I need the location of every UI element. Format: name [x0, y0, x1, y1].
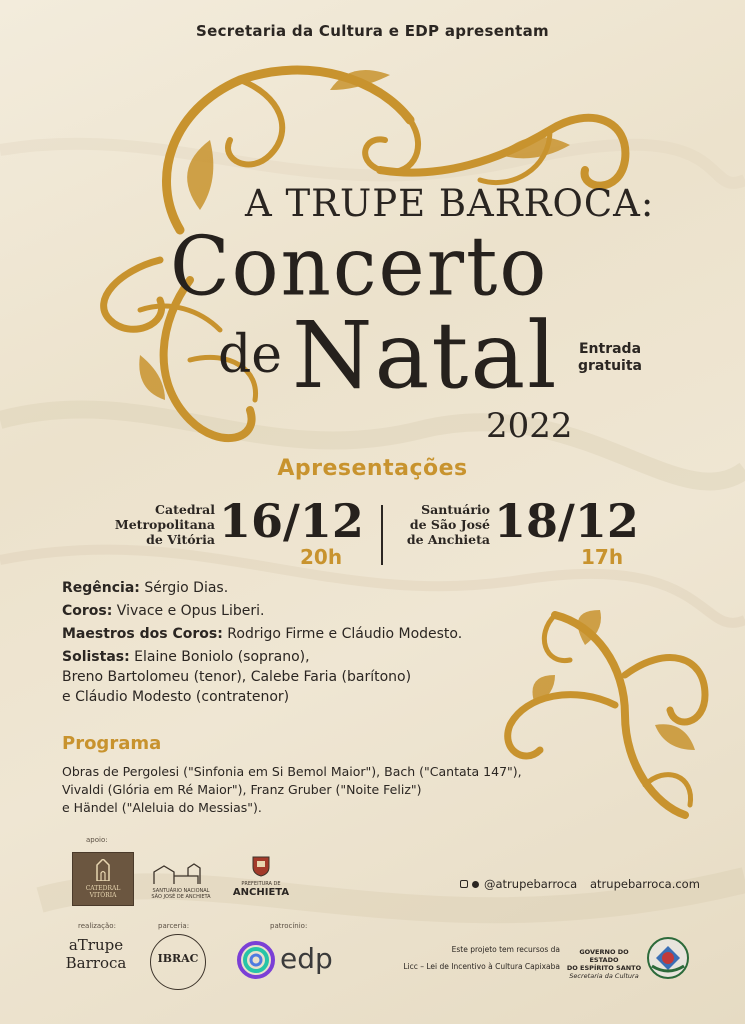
- instagram-icon: [460, 880, 468, 888]
- cathedral-icon: [95, 859, 111, 881]
- ibrac-logo-text: IBRAC: [157, 952, 199, 965]
- ibrac-logo: [150, 934, 206, 990]
- event-2-venue-line: Santuário: [421, 502, 490, 517]
- apoio-label: apoio:: [86, 836, 108, 844]
- event-1-venue-line: Metropolitana: [114, 517, 215, 532]
- church-icon: [150, 862, 212, 884]
- presenter-line: Secretaria da Cultura e EDP apresentam: [196, 22, 549, 40]
- anchieta-logo: [232, 855, 290, 901]
- credit-coros: [62, 601, 264, 621]
- credit-maestros: [62, 624, 462, 644]
- programa-heading: Programa: [62, 733, 162, 754]
- governo-line1: GOVERNO DO ESTADO: [579, 948, 629, 964]
- edp-swirl-icon: [236, 940, 276, 980]
- licc-line1: Este projeto tem recursos da: [451, 945, 560, 954]
- title-trupe-barroca: A TRUPE BARROCA:: [245, 182, 655, 225]
- credit-text: Sérgio Dias.: [139, 580, 229, 596]
- edp-logo-text: edp: [280, 942, 333, 975]
- facebook-icon: [472, 881, 479, 888]
- santuario-logo: [150, 862, 212, 906]
- event-1-venue-line: Catedral: [155, 502, 215, 517]
- event-1-time: 20h: [300, 545, 343, 569]
- trupe-logo-line2: Barroca: [65, 954, 127, 972]
- trupe-logo-line1: aTrupe: [68, 936, 124, 954]
- credit-text: Elaine Boniolo (soprano),: [129, 649, 310, 665]
- coat-of-arms-icon: [251, 855, 271, 877]
- social-icons: [460, 877, 484, 891]
- event-1-venue: [105, 502, 215, 547]
- apresentacoes-heading: Apresentações: [277, 456, 468, 481]
- entrada-gratuita: [578, 341, 642, 375]
- credit-label: Maestros dos Coros:: [62, 626, 223, 642]
- credit-solistas: [62, 647, 310, 667]
- event-2-date: 18/12: [494, 494, 639, 548]
- licc-line2: Licc – Lei de Incentivo à Cultura Capixaba: [403, 962, 560, 971]
- event-2-time: 17h: [581, 545, 624, 569]
- event-2-venue-line: de Anchieta: [406, 532, 490, 547]
- governo-line3: Secretaria da Cultura: [569, 972, 639, 980]
- anchieta-logo-top: PREFEITURA DE: [241, 881, 281, 887]
- event-2-venue-line: de São José: [409, 517, 490, 532]
- event-1-date: 16/12: [219, 494, 364, 548]
- website-link[interactable]: atrupebarroca.com: [590, 877, 700, 891]
- title-de: de: [218, 325, 283, 385]
- credit-text: Vivace e Opus Liberi.: [112, 603, 265, 619]
- social-handle-text: @atrupebarroca: [484, 877, 578, 891]
- trupe-barroca-logo: [60, 936, 132, 988]
- credit-label: Regência:: [62, 580, 140, 596]
- entrada-line2: gratuita: [578, 358, 642, 374]
- credit-text: Rodrigo Firme e Cláudio Modesto.: [222, 626, 463, 642]
- event-2-venue: [380, 502, 490, 547]
- title-year: 2022: [486, 406, 573, 446]
- licc-text: [400, 944, 560, 972]
- event-1-venue-line: de Vitória: [146, 532, 215, 547]
- credit-label: Coros:: [62, 603, 113, 619]
- credit-label: Solistas:: [62, 649, 130, 665]
- anchieta-logo-text: ANCHIETA: [232, 887, 290, 898]
- title-natal: Natal: [292, 302, 559, 409]
- patrocinio-label: patrocínio:: [270, 922, 308, 930]
- santuario-logo-text: SANTUÁRIO NACIONAL SÃO JOSÉ DE ANCHIETA: [151, 888, 211, 900]
- edp-logo: [236, 938, 346, 982]
- parceria-label: parceria:: [158, 922, 190, 930]
- entrada-line1: Entrada: [578, 341, 642, 357]
- realizacao-label: realização:: [78, 922, 116, 930]
- social-handle[interactable]: [460, 877, 577, 891]
- es-state-emblem-icon: [646, 936, 690, 980]
- solistas-line-2: Breno Bartolomeu (tenor), Calebe Faria (barítono): [62, 669, 412, 685]
- programa-text: [62, 763, 582, 817]
- programa-line: e Händel ("Aleluia do Messias").: [62, 800, 262, 815]
- governo-es-logo: [566, 948, 642, 980]
- solistas-line-3: e Cláudio Modesto (contratenor): [62, 689, 290, 705]
- programa-line: Obras de Pergolesi ("Sinfonia em Si Bemol Maior"), Bach ("Cantata 147"),: [62, 764, 522, 779]
- catedral-logo: [72, 852, 134, 906]
- governo-line2: DO ESPÍRITO SANTO: [566, 964, 642, 972]
- credit-regencia: [62, 578, 228, 598]
- title-concerto: Concerto: [170, 219, 549, 315]
- programa-line: Vivaldi (Glória em Ré Maior"), Franz Gruber ("Noite Feliz"): [62, 782, 422, 797]
- catedral-logo-text: CATEDRAL VITÓRIA: [85, 885, 121, 899]
